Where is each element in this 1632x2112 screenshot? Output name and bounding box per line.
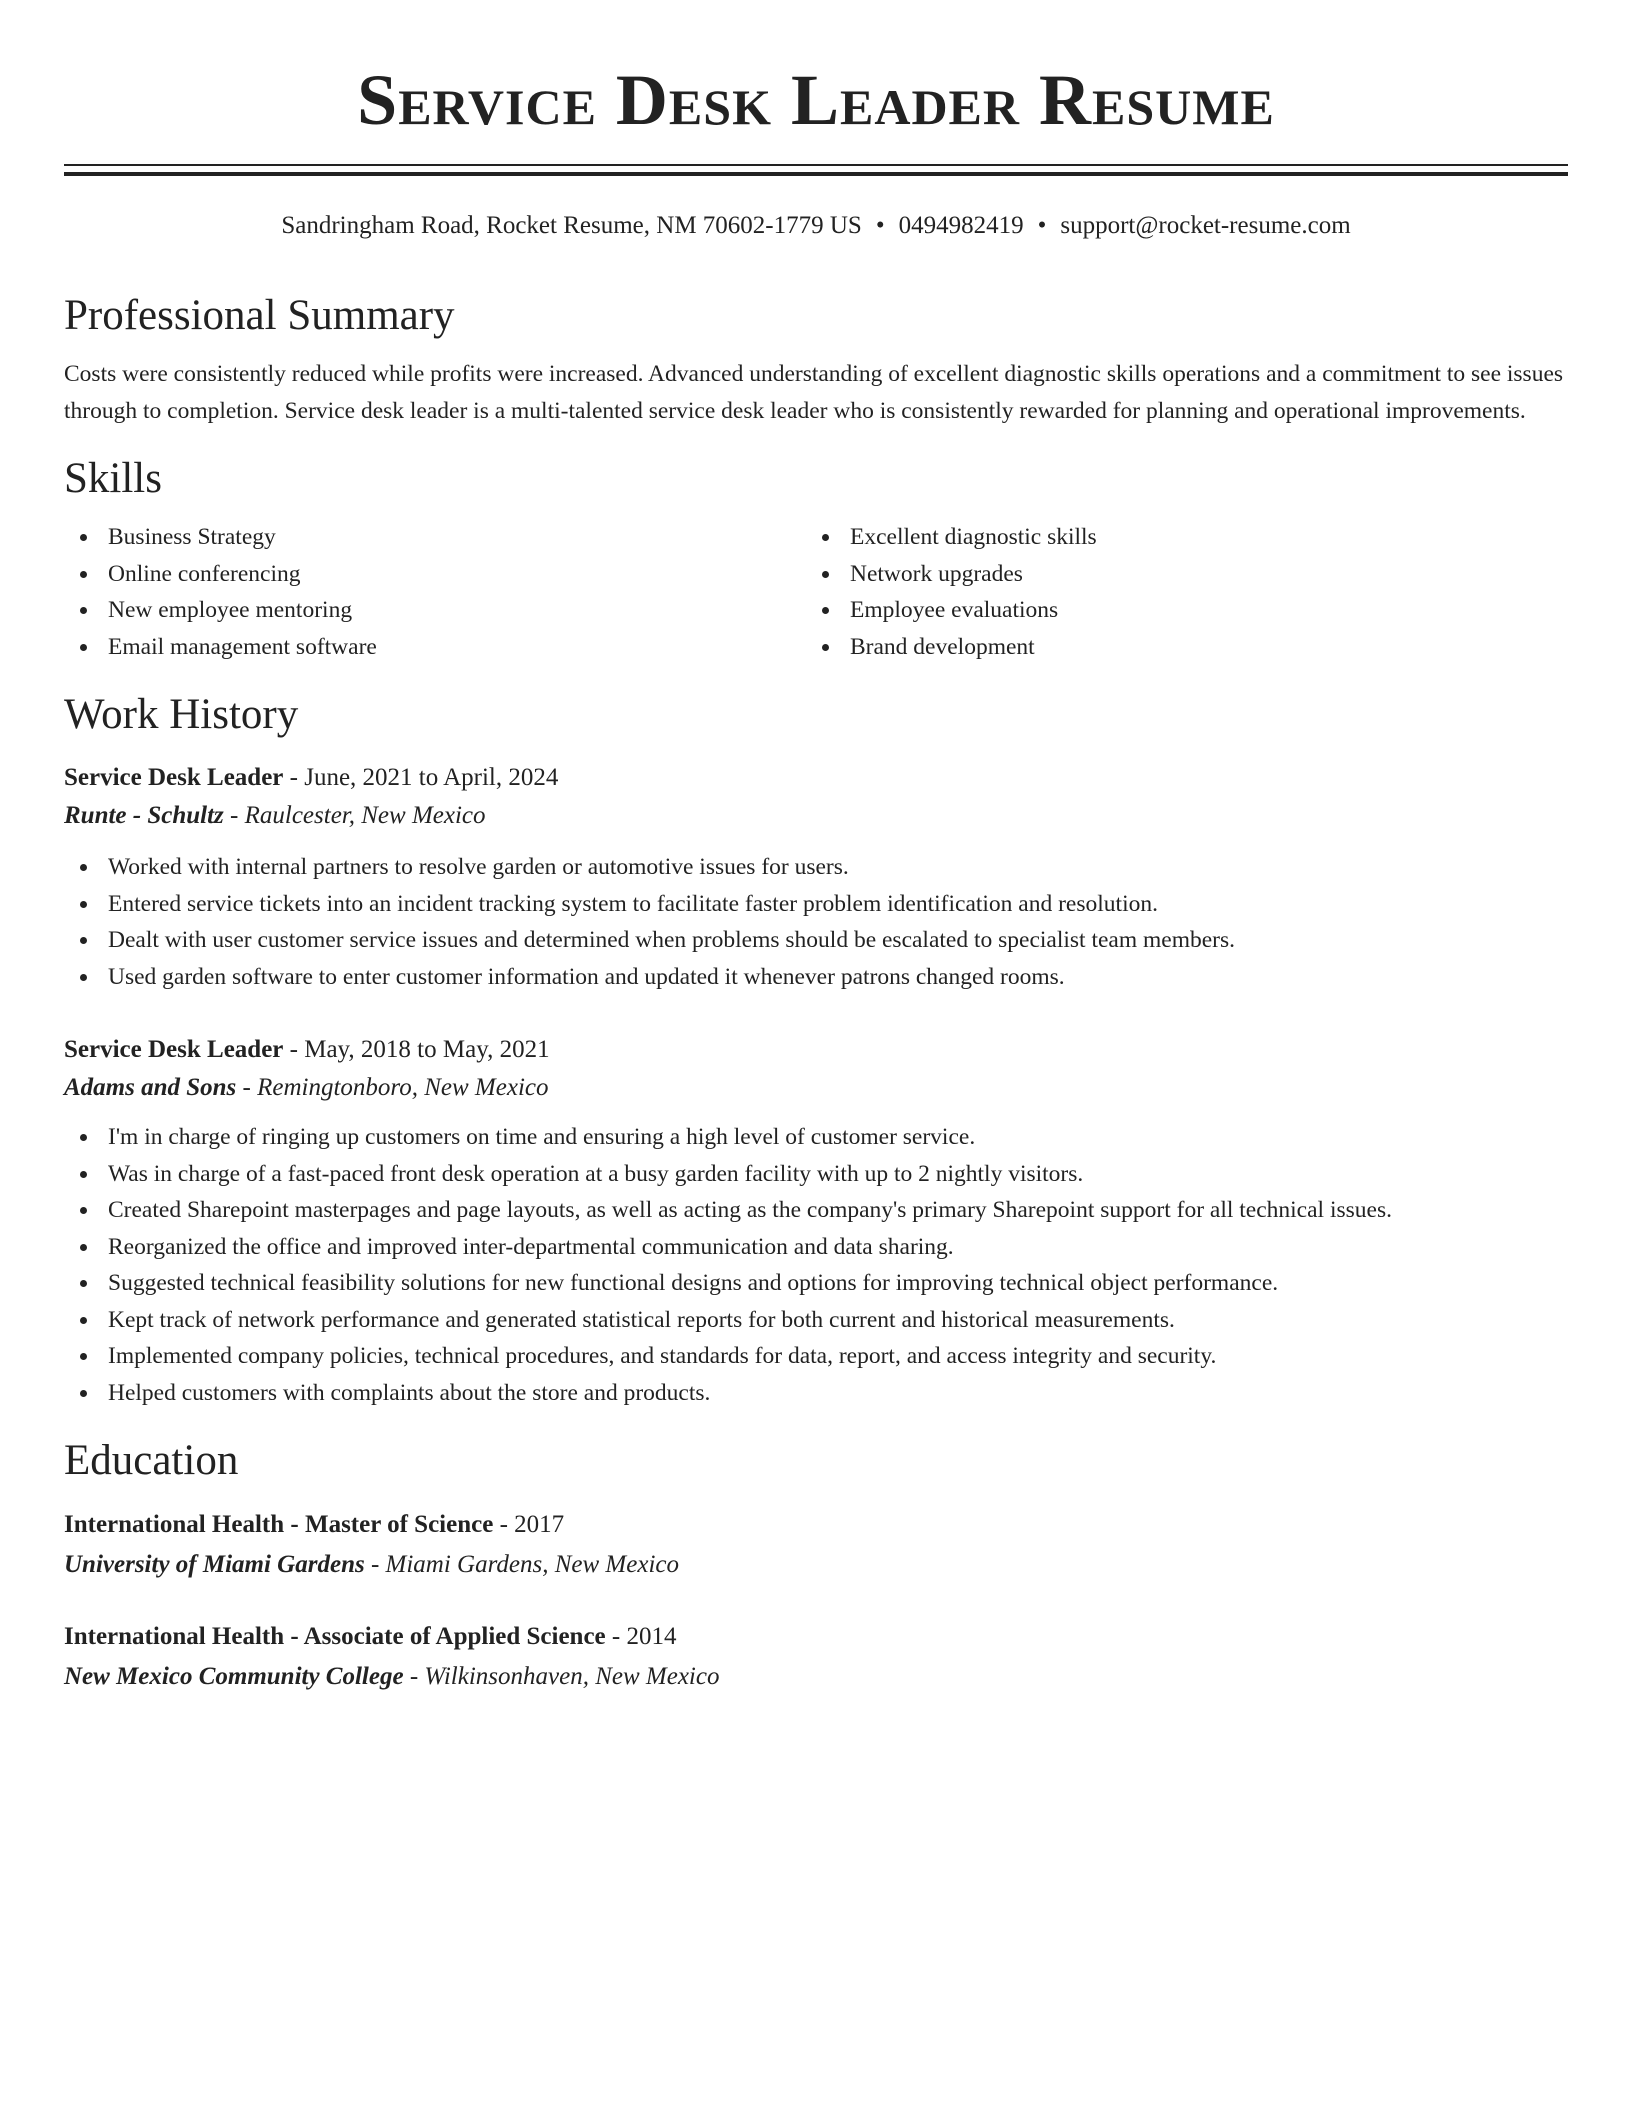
education-school-line — [64, 1545, 1568, 1585]
job-duty-item: Was in charge of a fast-paced front desk operation at a busy garden facility with up to 2 nightly visitors. — [64, 1156, 1568, 1193]
education-degree-line — [64, 1617, 1568, 1657]
job-duty-item: Reorganized the office and improved inter-departmental communication and data sharing. — [64, 1229, 1568, 1266]
title-divider-thin — [64, 164, 1568, 166]
resume-page — [64, 0, 1568, 1697]
job-company-line — [64, 797, 1568, 835]
contact-phone: 0494982419 — [898, 212, 1024, 239]
summary-text: Costs were consistently reduced while profits were increased. Advanced understanding of excellent diagnostic skills operations and a commitment to see issues through to completion. Service desk leader is a multi-talented service desk leader who is consistently rewarded for planning and operational improvements. — [64, 361, 1564, 424]
page-title: Service Desk Leader Resume — [357, 60, 1275, 140]
job-duty-item: I'm in charge of ringing up customers on time and ensuring a high level of customer service. — [64, 1119, 1568, 1156]
skill-item: Online conferencing — [64, 556, 806, 593]
education-heading: Education — [64, 1437, 239, 1484]
job-duty-item: Kept track of network performance and generated statistical reports for both current and historical measurements. — [64, 1302, 1568, 1339]
job-duties — [64, 849, 1568, 995]
job-dates: - June, 2021 to April, 2024 — [283, 764, 559, 791]
job-location: - Raulcester, New Mexico — [223, 802, 486, 829]
job-duty-item: Implemented company policies, technical procedures, and standards for data, report, and access integrity and security. — [64, 1338, 1568, 1375]
contact-email: support@rocket-resume.com — [1060, 212, 1351, 239]
job-duty-item: Helped customers with complaints about the store and products. — [64, 1375, 1568, 1412]
job-title: Service Desk Leader — [64, 1036, 284, 1063]
education-year: - 2014 — [605, 1623, 677, 1650]
skill-item: New employee mentoring — [64, 592, 806, 629]
contact-separator: • — [875, 212, 885, 239]
education-degree: International Health - Associate of Applied Science — [64, 1623, 606, 1650]
skill-item: Email management software — [64, 629, 806, 666]
job-duties — [64, 1119, 1568, 1411]
job-company-line — [64, 1069, 1568, 1107]
skills-heading: Skills — [64, 455, 162, 502]
title-divider-thick — [64, 172, 1568, 176]
job-location: - Remingtonboro, New Mexico — [236, 1074, 549, 1101]
education-school-line — [64, 1657, 1568, 1697]
skill-item: Excellent diagnostic skills — [806, 519, 1548, 556]
education-school: University of Miami Gardens — [64, 1551, 365, 1578]
education-school: New Mexico Community College — [64, 1663, 404, 1690]
education-location: - Wilkinsonhaven, New Mexico — [403, 1663, 720, 1690]
education-degree: International Health - Master of Science — [64, 1511, 494, 1538]
job-title-line — [64, 1031, 1568, 1069]
summary-heading: Professional Summary — [64, 292, 455, 339]
job-duty-item: Created Sharepoint masterpages and page layouts, as well as acting as the company's primary Sharepoint support for all technical issues. — [64, 1192, 1568, 1229]
skill-item: Network upgrades — [806, 556, 1548, 593]
skills-column-left — [64, 519, 806, 665]
contact-separator: • — [1037, 212, 1047, 239]
job-entry — [64, 1031, 1568, 1411]
job-entry — [64, 759, 1568, 995]
job-duty-item: Entered service tickets into an incident tracking system to facilitate faster problem identification and resolution. — [64, 886, 1568, 923]
education-location: - Miami Gardens, New Mexico — [364, 1551, 679, 1578]
education-degree-line — [64, 1505, 1568, 1545]
job-title: Service Desk Leader — [64, 764, 284, 791]
contact-line — [64, 210, 1568, 242]
job-title-line — [64, 759, 1568, 797]
skills-column-right — [806, 519, 1548, 665]
job-dates: - May, 2018 to May, 2021 — [283, 1036, 550, 1063]
work-history-heading: Work History — [64, 691, 299, 738]
job-company: Runte - Schultz — [64, 802, 224, 829]
job-duty-item: Dealt with user customer service issues and determined when problems should be escalated to specialist team members. — [64, 922, 1568, 959]
skill-item: Brand development — [806, 629, 1548, 666]
job-duty-item: Suggested technical feasibility solutions for new functional designs and options for improving technical object performance. — [64, 1265, 1568, 1302]
job-company: Adams and Sons — [64, 1074, 237, 1101]
skills-list — [64, 519, 1568, 665]
education-entry — [64, 1617, 1568, 1697]
education-year: - 2017 — [493, 1511, 565, 1538]
skill-item: Business Strategy — [64, 519, 806, 556]
job-duty-item: Used garden software to enter customer information and updated it whenever patrons changed rooms. — [64, 959, 1568, 996]
education-entry — [64, 1505, 1568, 1585]
job-duty-item: Worked with internal partners to resolve garden or automotive issues for users. — [64, 849, 1568, 886]
contact-address: Sandringham Road, Rocket Resume, NM 70602-1779 US — [281, 212, 862, 239]
skill-item: Employee evaluations — [806, 592, 1548, 629]
